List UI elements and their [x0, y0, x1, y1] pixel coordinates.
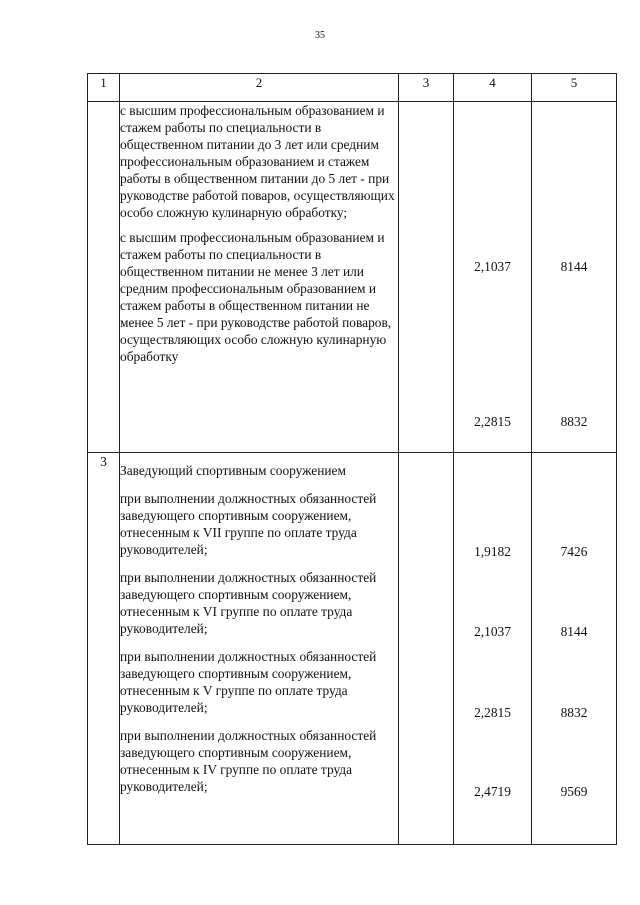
column-header: 4 — [454, 74, 532, 102]
coefficient-value: 2,4719 — [474, 784, 511, 799]
empty-cell — [399, 102, 454, 453]
salary-value: 8144 — [560, 624, 588, 639]
column-header: 5 — [532, 74, 617, 102]
page-number: 35 — [315, 30, 325, 41]
position-title: Заведующий спортивным сооружением — [120, 463, 346, 478]
column-header: 2 — [120, 74, 399, 102]
coefficient-cell — [454, 453, 532, 845]
salary-value: 9569 — [560, 784, 588, 799]
salary-cell — [532, 453, 617, 845]
table-header-row — [88, 74, 617, 102]
coefficient-cell — [454, 102, 532, 453]
column-header: 3 — [399, 74, 454, 102]
position-condition-text: при выполнении должностных обязанностей заведующего спортивным сооружением, отнесенным к VII группе по оплате труда руководителей; — [120, 491, 377, 557]
salary-cell — [532, 102, 617, 453]
position-condition-text: при выполнении должностных обязанностей заведующего спортивным сооружением, отнесенным к IV группе по оплате труда руководителей; — [120, 728, 377, 794]
coefficient-value: 2,2815 — [474, 705, 511, 720]
position-condition-text: при выполнении должностных обязанностей заведующего спортивным сооружением, отнесенным к V группе по оплате труда руководителей; — [120, 649, 377, 715]
position-description-cell — [120, 102, 399, 453]
coefficient-value: 1,9182 — [474, 544, 511, 559]
table-row — [88, 102, 617, 453]
row-number-cell: 3 — [88, 453, 120, 845]
column-header: 1 — [88, 74, 120, 102]
position-condition-text: с высшим профессиональным образованием и стажем работы по специальности в общественном питании до 3 лет или средним профессиональным образованием и стажем работы в общественном питании до 5 лет - при руководстве работой поваров, осуществляющих особо сложную кулинарную обработку; — [120, 103, 395, 220]
salary-value: 8832 — [560, 705, 588, 720]
salary-table — [87, 73, 617, 845]
coefficient-value: 2,1037 — [474, 624, 511, 639]
position-condition-text: при выполнении должностных обязанностей заведующего спортивным сооружением, отнесенным к VI группе по оплате труда руководителей; — [120, 570, 377, 636]
coefficient-value: 2,1037 — [474, 259, 511, 274]
empty-cell — [399, 453, 454, 845]
table-row — [88, 453, 617, 845]
salary-value: 8144 — [560, 259, 588, 274]
row-number-cell — [88, 102, 120, 453]
position-description-cell — [120, 453, 399, 845]
position-condition-text: с высшим профессиональным образованием и стажем работы по специальности в общественном питании не менее 3 лет или средним профессиональным образованием и стажем работы в общественном питании не менее 5 лет - при руководстве работой поваров, осуществляющих особо сложную кулинарную обработку — [120, 230, 392, 364]
salary-value: 7426 — [560, 544, 588, 559]
coefficient-value: 2,2815 — [474, 414, 511, 429]
salary-value: 8832 — [560, 414, 588, 429]
